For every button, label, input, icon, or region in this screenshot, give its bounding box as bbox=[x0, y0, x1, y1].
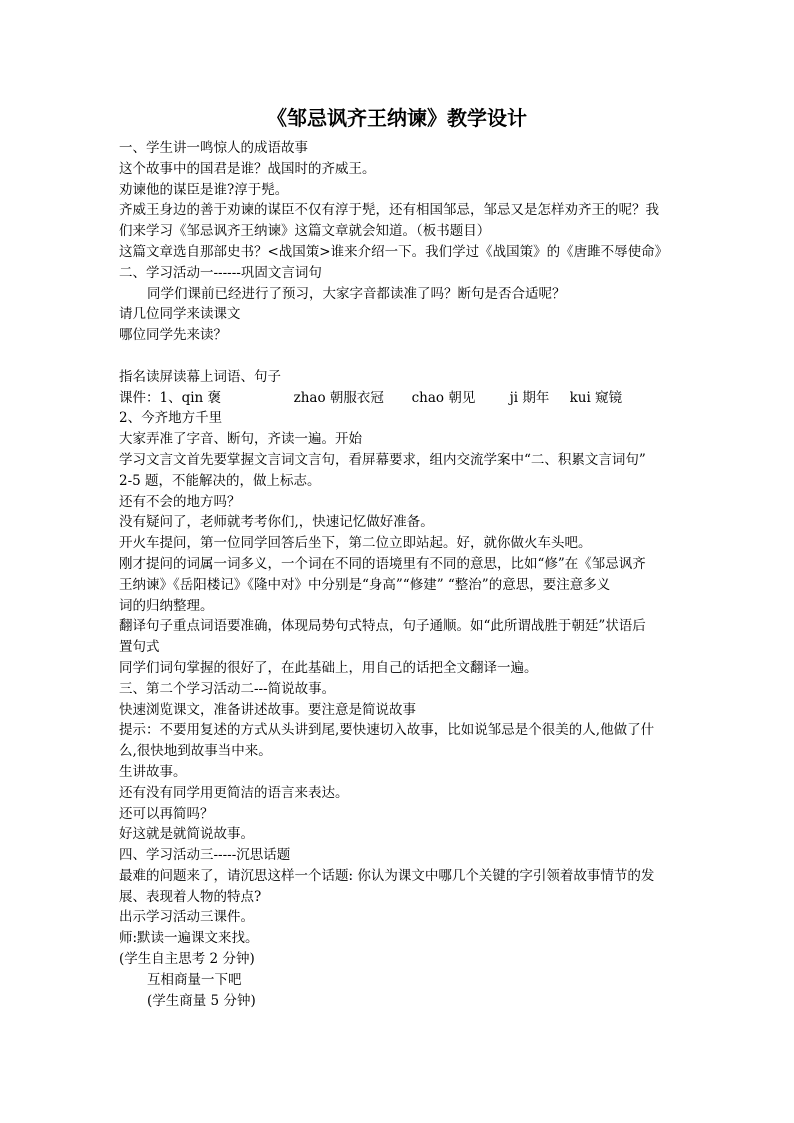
paragraph-line: 这篇文章选自那部史书？<战国策>谁来介绍一下。我们学过《战国策》的《唐雎不辱使命》 bbox=[119, 243, 669, 260]
paragraph-line: 词的归纳整理。 bbox=[119, 597, 214, 614]
keyword-prefix: 课件：1、 bbox=[119, 389, 182, 406]
paragraph-line: 大家弄准了字音、断句，齐读一遍。开始 bbox=[119, 431, 362, 448]
paragraph-line: 快速浏览课文，准备讲述故事。要注意是简说故事 bbox=[119, 701, 416, 718]
paragraph-line: 刚才提问的词属一词多义，一个词在不同的语境里有不同的意思，比如“修”在《邹忌讽齐 bbox=[119, 555, 646, 572]
paragraph-line: 学习文言文首先要掌握文言词文言句，看屏幕要求，组内交流学案中“二、积累文言词句” bbox=[119, 451, 646, 468]
keyword-item: qin 褒 bbox=[181, 389, 222, 406]
keyword-item: chao 朝见 bbox=[411, 389, 476, 406]
paragraph-line: 请几位同学来读课文 bbox=[119, 306, 241, 323]
paragraph-line: 王纳谏》《岳阳楼记》《隆中对》中分别是“身高”“修建” “整治”的意思，要注意多义 bbox=[119, 576, 611, 593]
keyword-item: ji 期年 bbox=[509, 389, 550, 406]
paragraph-line: 还有不会的地方吗？ bbox=[119, 493, 241, 510]
paragraph-line: 同学们词句掌握的很好了，在此基础上，用自己的话把全文翻译一遍。 bbox=[119, 659, 538, 676]
paragraph-line-indented: 互相商量一下吧 bbox=[147, 971, 242, 988]
paragraph-line: 还可以再简吗？ bbox=[119, 805, 214, 822]
blank-line bbox=[119, 346, 681, 367]
paragraph-line: 这个故事中的国君是谁？战国时的齐威王。 bbox=[119, 160, 376, 177]
paragraph-line: 出示学习活动三课件。 bbox=[119, 909, 254, 926]
paragraph-line: 展、表现着人物的特点? bbox=[119, 888, 262, 905]
document-title: 《邹忌讽齐王纳谏》教学设计 bbox=[267, 106, 527, 130]
paragraph-line: (学生自主思考 2 分钟) bbox=[119, 951, 255, 968]
section-heading-2: 二、学习活动一------巩固文言词句 bbox=[119, 264, 322, 281]
paragraph-line: 指名读屏读幕上词语、句子 bbox=[119, 368, 281, 385]
paragraph-line: 齐威王身边的善于劝谏的谋臣不仅有淳于髡，还有相国邹忌，邹忌又是怎样劝齐王的呢？我 bbox=[119, 202, 659, 219]
paragraph-line: 置句式 bbox=[119, 639, 160, 656]
paragraph-line: 2-5 题，不能解决的，做上标志。 bbox=[119, 472, 321, 489]
section-heading-4: 四、学习活动三-----沉思话题 bbox=[119, 847, 291, 864]
paragraph-line: 么,很快地到故事当中来。 bbox=[119, 743, 272, 760]
paragraph-line: 生讲故事。 bbox=[119, 763, 187, 780]
paragraph-line: 没有疑问了，老师就考考你们,，快速记忆做好准备。 bbox=[119, 514, 434, 531]
document-body bbox=[119, 138, 681, 1011]
paragraph-line: 还有没有同学用更简洁的语言来表达。 bbox=[119, 784, 349, 801]
paragraph-line: 最难的问题来了，请沉思这样一个话题: 你认为课文中哪几个关键的字引领着故事情节的发 bbox=[119, 867, 655, 884]
paragraph-line: 开火车提问，第一位同学回答后坐下，第二位立即站起。好，就你做火车头吧。 bbox=[119, 535, 592, 552]
paragraph-line: 哪位同学先来读？ bbox=[119, 327, 227, 344]
paragraph-line: 师:默读一遍课文来找。 bbox=[119, 930, 259, 947]
paragraph-line-indented: 同学们课前已经进行了预习，大家字音都读准了吗？断句是否合适呢？ bbox=[147, 285, 566, 302]
paragraph-line: 提示：不要用复述的方式从头讲到尾,要快速切入故事，比如说邹忌是个很美的人,他做了什 bbox=[119, 722, 655, 739]
keyword-item: kui 窥镜 bbox=[569, 389, 623, 406]
keyword-item: zhao 朝服衣冠 bbox=[293, 389, 384, 406]
section-heading-3: 三、第二个学习活动二---简说故事。 bbox=[119, 680, 336, 697]
courseware-keyword-line bbox=[119, 388, 681, 409]
paragraph-line: 好这就是就简说故事。 bbox=[119, 826, 254, 843]
section-heading-1: 一、学生讲一鸣惊人的成语故事 bbox=[119, 140, 308, 156]
paragraph-line: 翻译句子重点词语要准确，体现局势句式特点，句子通顺。如“此所谓战胜于朝廷”状语后 bbox=[119, 618, 646, 635]
paragraph-line-indented: (学生商量 5 分钟) bbox=[147, 992, 256, 1009]
paragraph-line: 2、今齐地方千里 bbox=[119, 410, 223, 427]
paragraph-line: 劝谏他的谋臣是谁?淳于髡。 bbox=[119, 181, 289, 198]
paragraph-line: 们来学习《邹忌讽齐王纳谏》这篇文章就会知道。（板书题目） bbox=[119, 223, 491, 240]
